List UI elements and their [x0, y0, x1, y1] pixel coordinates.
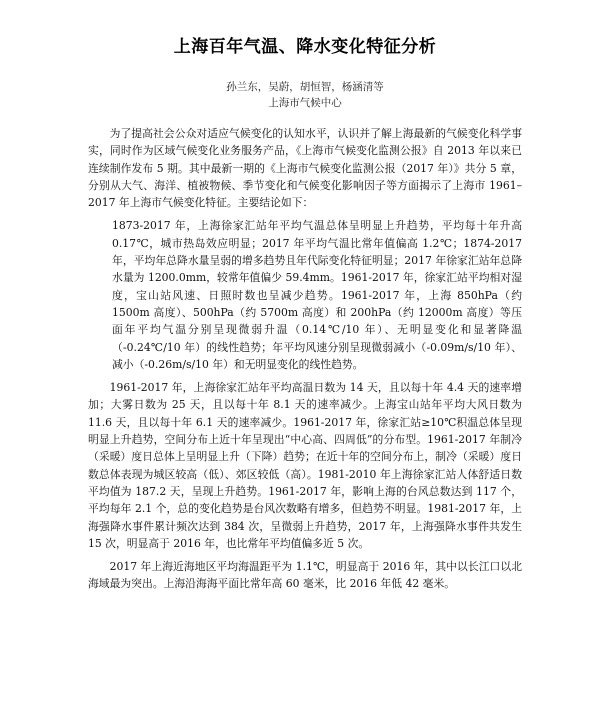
- paragraph-temperature-precipitation: 1873-2017 年，上海徐家汇站年平均气温总体呈明显上升趋势，平均每十年升高 0.17℃，城市热岛效应明显；2017 年平均气温比常年值偏高 1.2℃；1874-2017 年，平均年总降水量呈弱的增多趋势且年代际变化特征明显；2017 年徐家汇站年总降水量为 1200.0mm，较常年值偏少 59.4mm。1961-2017 年，徐家汇站平均相对湿度，宝山站风速、日照时数也呈减少趋势。1961-2017 年，上海 850hPa（约 1500m 高度）、500hPa（约 5700m 高度）和 200hPa（约 12000m 高度）等压面年平均气温分别呈现微弱升温（0.14℃/10 年）、无明显变化和显著降温（-0.24℃/10 年）的线性趋势；年平均风速分别呈现微弱减小（-0.09m/s/10 年）、减小（-0.26m/s/10 年）和无明显变化的线性趋势。: [112, 219, 522, 371]
- document-title: 上海百年气温、降水变化特征分析: [173, 37, 437, 57]
- paragraph-intro: 为了提高社会公众对适应气候变化的认知水平，认识并了解上海最新的气候变化科学事实，同时作为区域气候变化业务服务产品，《上海市气候变化监测公报》自 2013 年以来已连续制作发布 5 期。其中最新一期的《上海市气候变化监测公报（2017 年）》共分 5 章，分别从大气、海洋、植被物候、季节变化和气候变化影响因子等方面揭示了上海市 1961–2017 年上海市气候变化特征。主要结论如下：: [88, 127, 522, 210]
- author-list: 孙兰东，吴蔚，胡恒智，杨涵清等: [226, 81, 384, 93]
- affiliation: 上海市气候中心: [268, 97, 342, 109]
- document-body: [88, 125, 522, 593]
- paragraph-ocean: 2017 年上海近海地区平均海温距平为 1.1℃，明显高于 2016 年，其中以长江口以北海域最为突出。上海沿海海平面比常年高 60 毫米，比 2016 年低 42 毫米。: [88, 560, 522, 591]
- paragraph-extreme-events: 1961-2017 年，上海徐家汇站年平均高温日数为 14 天，且以每十年 4.4 天的速率增加；大雾日数为 25 天，且以每十年 8.1 天的速率减少。上海宝山站年平均大风日数为 11.6 天，且以每十年 6.1 天的速率减少。1961-2017 年，徐家汇站≥10℃积温总体呈现明显上升趋势，空间分布上近十年呈现出“中心高、四周低”的分布型。1961-2017 年制冷（采暖）度日总体上呈明显上升（下降）趋势；在近十年的空间分布上，制冷（采暖）度日数总体表现为城区较高（低）、郊区较低（高）。1981-2010 年上海徐家汇站人体舒适日数平均值为 187.2 天，呈现上升趋势。1961-2017 年，影响上海的台风总数达到 117 个，平均每年 2.1 个，总的变化趋势是台风次数略有增多，但趋势不明显。1981-2017 年，上海强降水事件累计频次达到 384 次，呈微弱上升趋势，2017 年，上海强降水事件共发生 15 次，明显高于 2016 年，也比常年平均值偏多近 5 次。: [88, 381, 522, 550]
